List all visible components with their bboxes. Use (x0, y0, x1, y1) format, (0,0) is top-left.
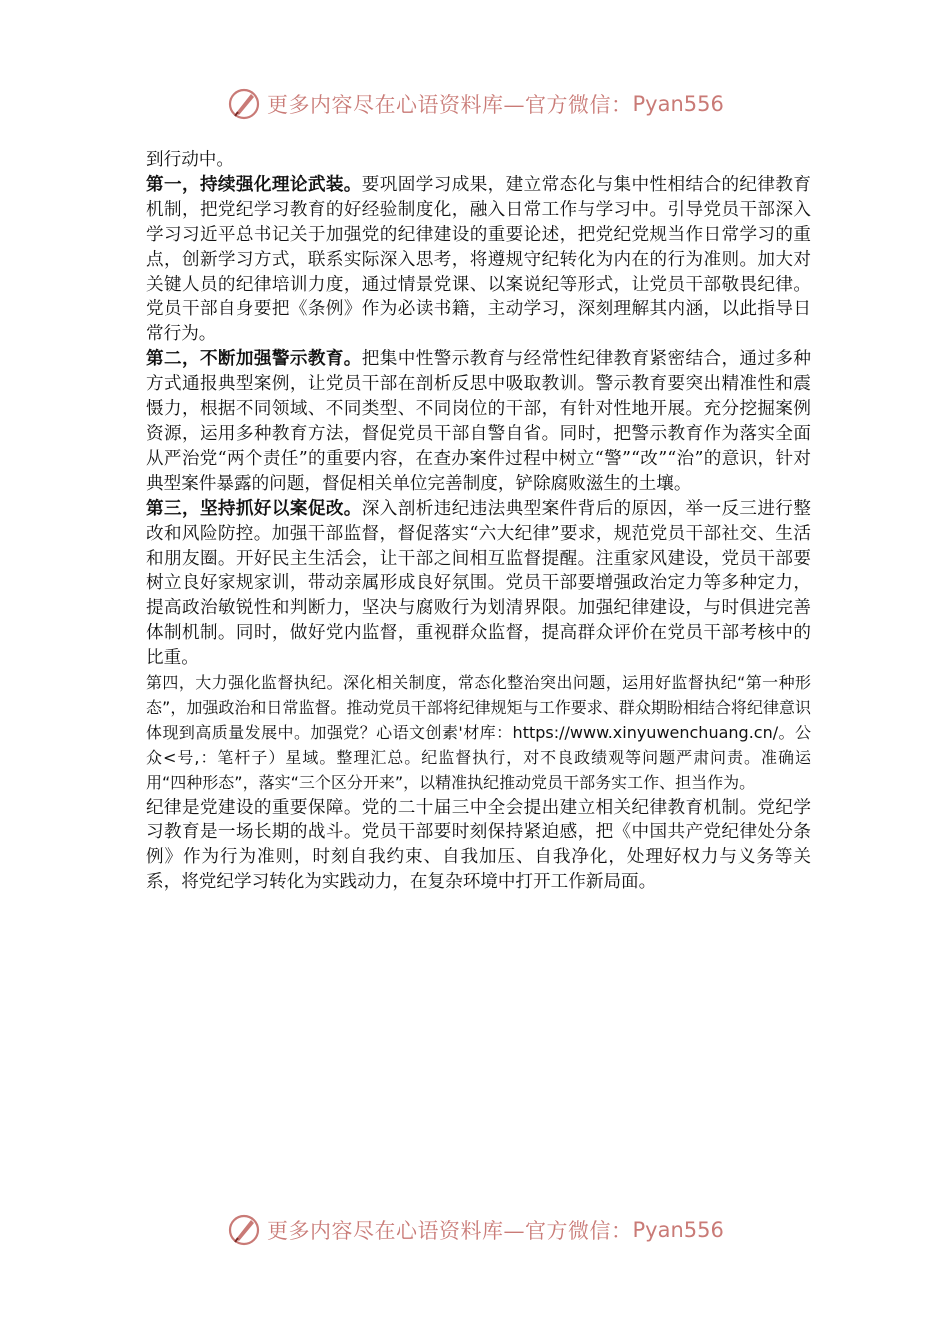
paragraph-text: 纪律是党建设的重要保障。党的二十届三中全会提出建立相关纪律教育机制。党纪学习教育是一场长期的战斗。党员干部要时刻保持紧迫感，把《中国共产党纪律处分条例》作为行为准则，时刻自我约束、自我加压、自我净化，处理好权力与义务等关系，将党纪学习转化为实践动力，在复杂环境中打开工作新局面。 (146, 797, 811, 893)
paragraph-second (146, 347, 811, 496)
paragraph-lead: 第一，持续强化理论武装。 (146, 174, 362, 195)
quill-pen-logo-icon (227, 1213, 261, 1247)
watermark-wechat-id: Pyan556 (632, 1218, 724, 1242)
watermark-text: 更多内容尽在心语资料库—官方微信： (267, 1219, 633, 1243)
document-body (146, 148, 811, 895)
paragraph-text: 深入剖析违纪违法典型案件背后的原因，举一反三进行整改和风险防控。加强干部监督，督促落实“六大纪律”要求，规范党员干部社交、生活和朋友圈。开好民主生活会，让干部之间相互监督提醒。注重家风建设，党员干部要树立良好家规家训，带动亲属形成良好氛围。党员干部要增强政治定力等多种定力，提高政治敏锐性和判断力，坚决与腐败行为划清界限。加强纪律建设，与时俱进完善体制机制。同时，做好党内监督，重视群众监督，提高群众评价在党员干部考核中的比重。 (146, 498, 811, 669)
paragraph-third (146, 497, 811, 671)
paragraph-lead: 第二，不断加强警示教育。 (146, 349, 362, 370)
paragraph-continuation (146, 148, 811, 173)
paragraph-conclusion (146, 796, 811, 896)
paragraph-text: 把集中性警示教育与经常性纪律教育紧密结合，通过多种方式通报典型案例，让党员干部在剖析反思中吸取教训。警示教育要突出精准性和震慑力，根据不同领域、不同类型、不同岗位的干部，有针对性地开展。充分挖掘案例资源，运用多种教育方法，督促党员干部自警自省。同时，把警示教育作为落实全面从严治党“两个责任”的重要内容，在查办案件过程中树立“警”“改”“治”的意识，针对典型案件暴露的问题，督促相关单位完善制度，铲除腐败滋生的土壤。 (146, 349, 811, 494)
paragraph-first (146, 173, 811, 347)
paragraph-text: 第四，大力强化监督执纪。深化相关制度，常态化整治突出问题，运用好监督执纪“第一种形态”，加强政治和日常监督。推动党员干部将纪律规矩与工作要求、群众期盼相结合将纪律意识体现到高质量发展中。加强党？心语文创素'材库：https://www.xinyuwenchuang.cn/。公众<号,：笔杆子）星域。整理汇总。纪监督执行，对不良政绩观等问题严肃问责。准确运用“四种形态”，落实“三个区分开来”，以精准执纪推动党员干部务实工作、担当作为。 (146, 673, 811, 792)
footer-watermark (227, 1210, 724, 1250)
header-watermark (227, 84, 724, 124)
paragraph-lead: 第三，坚持抓好以案促改。 (146, 498, 362, 519)
paragraph-text: 到行动中。 (146, 150, 234, 170)
paragraph-text: 要巩固学习成果，建立常态化与集中性相结合的纪律教育机制，把党纪学习教育的好经验制度化，融入日常工作与学习中。引导党员干部深入学习习近平总书记关于加强党的纪律建设的重要论述，把党纪党规当作日常学习的重点，创新学习方式，联系实际深入思考，将遵规守纪转化为内在的行为准则。加大对关键人员的纪律培训力度，通过情景党课、以案说纪等形式，让党员干部敬畏纪律。党员干部自身要把《条例》作为必读书籍，主动学习，深刻理解其内涵，以此指导日常行为。 (146, 174, 811, 345)
watermark-text: 更多内容尽在心语资料库—官方微信： (267, 93, 633, 117)
quill-pen-logo-icon (227, 87, 261, 121)
watermark-wechat-id: Pyan556 (632, 92, 724, 116)
paragraph-fourth (146, 671, 811, 796)
